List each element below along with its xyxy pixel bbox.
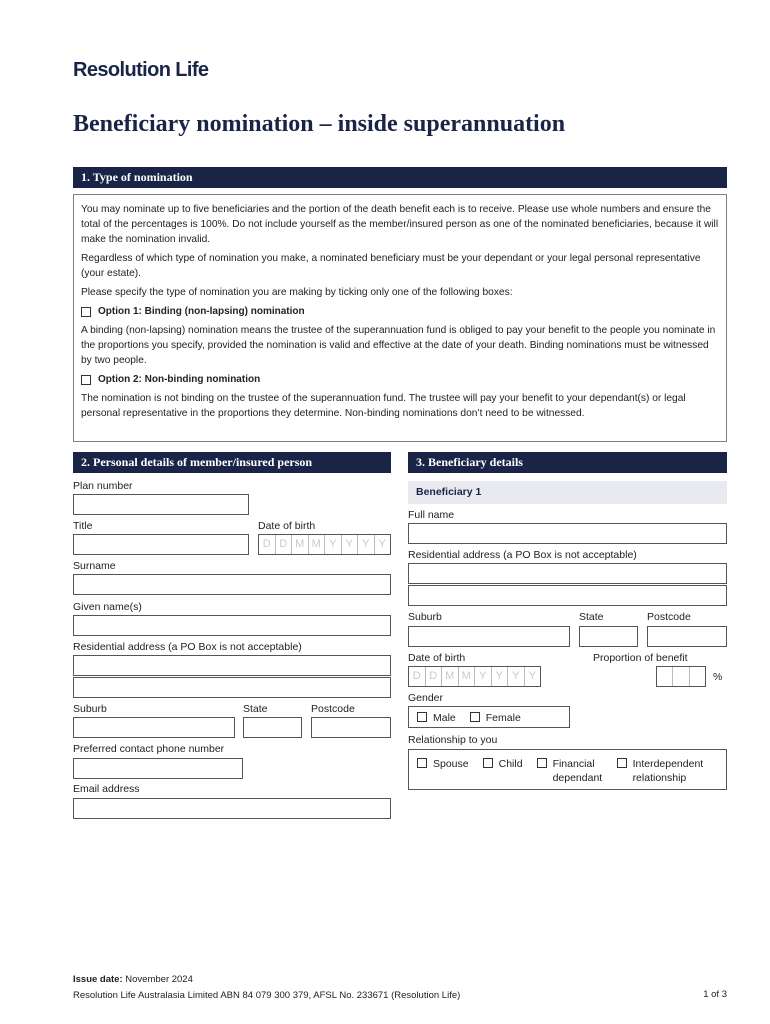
gender-label: Gender: [408, 692, 444, 704]
member-address-line-1[interactable]: [73, 655, 391, 676]
interdependent-checkbox[interactable]: [617, 758, 627, 768]
beneficiary-address-line-1[interactable]: [408, 563, 727, 584]
child-label: Child: [498, 758, 523, 770]
dob-digit: Y: [475, 667, 492, 686]
phone-label: Preferred contact phone number: [73, 743, 225, 755]
relationship-option-spouse[interactable]: [417, 757, 469, 771]
nomination-intro: You may nominate up to five beneficiaries and the portion of the death benefit each is to receive. Please use whole numbers and ensure the total of the percentages is 100%. Do not include yourself as the member/insured person as one of the nominated beneficiaries, because it will make the nomination invalid.: [81, 204, 719, 245]
option-2-checkbox[interactable]: [81, 375, 91, 385]
member-suburb-label: Suburb: [73, 703, 107, 715]
relationship-options: [408, 749, 727, 790]
dob-digit: Y: [508, 667, 525, 686]
email-input[interactable]: [73, 798, 391, 819]
beneficiary-suburb-label: Suburb: [408, 611, 442, 623]
title-label: Title: [73, 520, 93, 532]
relationship-label: Relationship to you: [408, 734, 498, 746]
gender-option-male[interactable]: [417, 711, 456, 725]
company-details: Resolution Life Australasia Limited ABN 84 079 300 379, AFSL No. 233671 (Resolution Life): [73, 990, 461, 1001]
male-checkbox[interactable]: [417, 712, 427, 722]
female-label: Female: [485, 712, 521, 724]
member-postcode-label: Postcode: [311, 703, 355, 715]
section-3-heading: 3. Beneficiary details: [408, 452, 727, 473]
nomination-requirement: Regardless of which type of nomination you make, a nominated beneficiary must be your dependant or your legal personal representative (your estate).: [81, 253, 701, 279]
phone-input[interactable]: [73, 758, 243, 779]
beneficiary-state-label: State: [579, 611, 604, 623]
member-state-input[interactable]: [243, 717, 302, 738]
surname-label: Surname: [73, 560, 116, 572]
beneficiary-postcode-label: Postcode: [647, 611, 691, 623]
beneficiary-state-input[interactable]: [579, 626, 638, 647]
beneficiary-1-heading: Beneficiary 1: [408, 481, 727, 504]
member-dob-label: Date of birth: [258, 520, 316, 532]
option-2-row: [81, 372, 719, 387]
dob-digit: Y: [342, 535, 359, 554]
member-address-line-2[interactable]: [73, 677, 391, 698]
dob-digit: Y: [378, 538, 386, 550]
plan-number-label: Plan number: [73, 480, 133, 492]
spouse-checkbox[interactable]: [417, 758, 427, 768]
member-address-label: Residential address (a PO Box is not acceptable): [73, 641, 302, 653]
member-dob-input[interactable]: [258, 534, 391, 555]
beneficiary-full-name-label: Full name: [408, 509, 455, 521]
dob-digit: D: [259, 535, 276, 554]
member-suburb-input[interactable]: [73, 717, 235, 738]
section-1-heading: 1. Type of nomination: [73, 167, 727, 188]
member-state-label: State: [243, 703, 268, 715]
option-2-description: The nomination is not binding on the trustee of the superannuation fund. The trustee will pay your benefit to your dependant(s) or legal personal representative in the proportions they determine. Non-binding nominations don’t need to be witnessed.: [81, 393, 686, 419]
male-label: Male: [433, 712, 456, 724]
financial-dependant-label: Financial dependant: [552, 758, 603, 784]
beneficiary-postcode-input[interactable]: [647, 626, 727, 647]
issue-date: [73, 974, 193, 985]
title-input[interactable]: [73, 534, 249, 555]
female-checkbox[interactable]: [470, 712, 480, 722]
brand-logo: Resolution Life: [73, 59, 209, 81]
dob-digit: D: [409, 667, 426, 686]
dob-digit: M: [459, 667, 476, 686]
dob-digit: M: [442, 667, 459, 686]
proportion-input[interactable]: [656, 666, 706, 687]
section-1-box: [73, 194, 727, 442]
dob-digit: M: [292, 535, 309, 554]
beneficiary-full-name-input[interactable]: [408, 523, 727, 544]
dob-digit: D: [426, 667, 443, 686]
dob-digit: Y: [325, 535, 342, 554]
option-2-label: Option 2: Non-binding nomination: [98, 374, 261, 385]
given-names-input[interactable]: [73, 615, 391, 636]
dob-digit: M: [309, 535, 326, 554]
option-1-checkbox[interactable]: [81, 307, 91, 317]
relationship-option-interdependent[interactable]: [617, 757, 715, 785]
nomination-instruction: Please specify the type of nomination you are making by ticking only one of the following boxes:: [81, 287, 513, 298]
dob-digit: Y: [528, 670, 536, 682]
beneficiary-suburb-input[interactable]: [408, 626, 570, 647]
page-title: Beneficiary nomination – inside superannuation: [73, 111, 566, 137]
child-checkbox[interactable]: [483, 758, 493, 768]
relationship-option-financial-dependant[interactable]: [537, 757, 609, 785]
page-number: 1 of 3: [703, 989, 727, 1000]
interdependent-label: Interdependent relationship: [632, 758, 704, 784]
relationship-option-child[interactable]: [483, 757, 523, 771]
financial-dependant-checkbox[interactable]: [537, 758, 547, 768]
option-1-description: A binding (non-lapsing) nomination means the trustee of the superannuation fund is obliged to pay your benefit to the people you nominate in the proportions you specify, provided the nomination is valid and effective at the date of your death. Binding nominations must be witnessed by two people.: [81, 325, 716, 366]
given-names-label: Given name(s): [73, 601, 142, 613]
spouse-label: Spouse: [433, 758, 469, 770]
gender-option-female[interactable]: [470, 711, 521, 725]
surname-input[interactable]: [73, 574, 391, 595]
beneficiary-address-label: Residential address (a PO Box is not acceptable): [408, 549, 637, 561]
gender-options: [408, 706, 570, 728]
dob-digit: Y: [492, 667, 509, 686]
dob-digit: Y: [358, 535, 375, 554]
proportion-label: Proportion of benefit: [593, 652, 688, 664]
percent-sign: %: [713, 671, 723, 683]
issue-date-value: November 2024: [125, 974, 193, 985]
beneficiary-address-line-2[interactable]: [408, 585, 727, 606]
issue-date-label: Issue date:: [73, 974, 123, 985]
beneficiary-dob-input[interactable]: [408, 666, 541, 687]
dob-digit: D: [276, 535, 293, 554]
option-1-label: Option 1: Binding (non-lapsing) nomination: [98, 306, 305, 317]
beneficiary-dob-label: Date of birth: [408, 652, 466, 664]
email-label: Email address: [73, 783, 140, 795]
member-postcode-input[interactable]: [311, 717, 391, 738]
plan-number-input[interactable]: [73, 494, 249, 515]
option-1-row: [81, 304, 719, 319]
section-2-heading: 2. Personal details of member/insured person: [73, 452, 391, 473]
